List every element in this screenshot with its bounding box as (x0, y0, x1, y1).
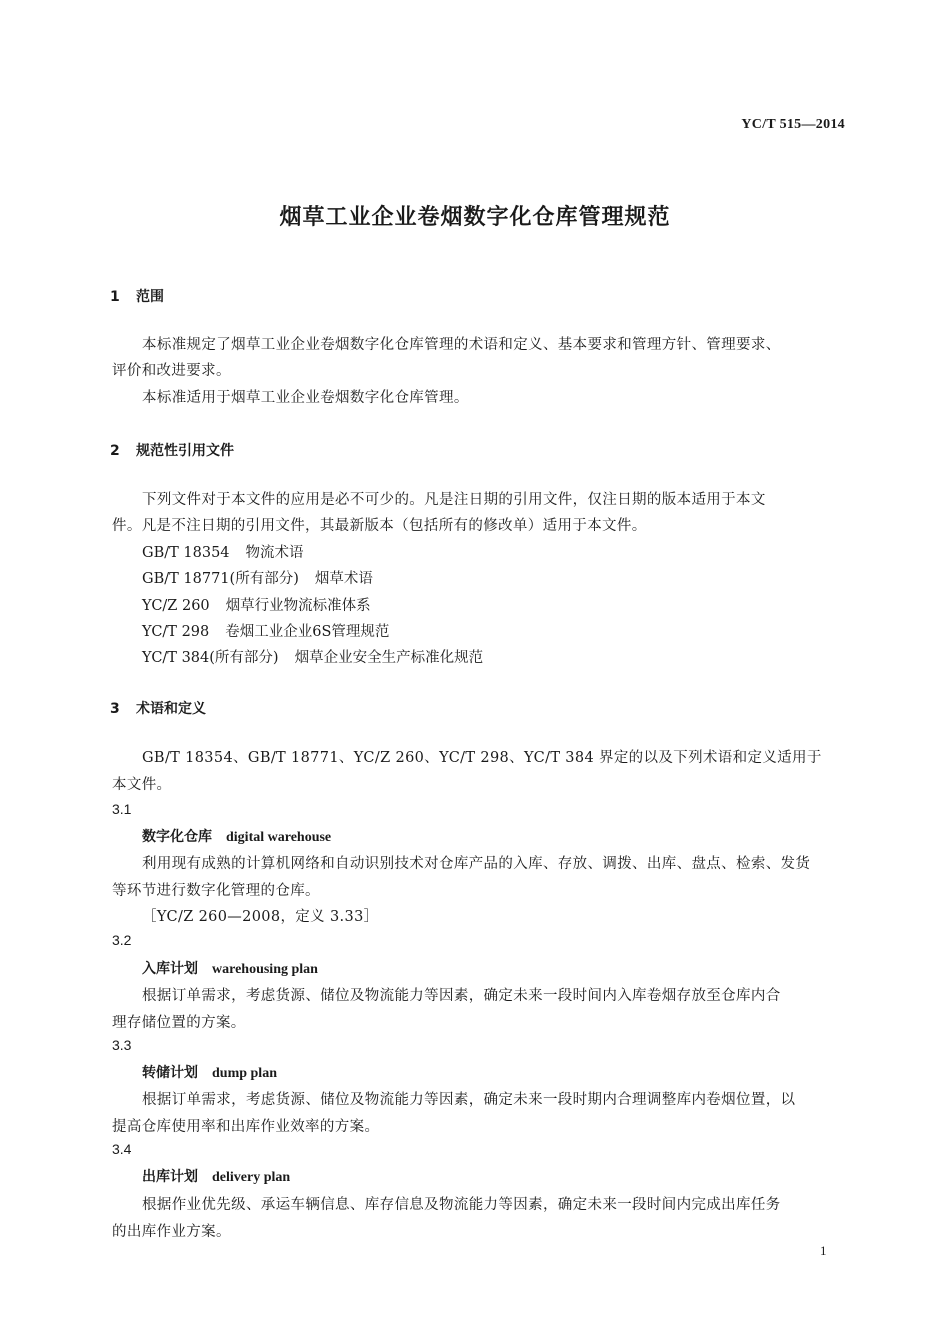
term-definition-line: 等环节进行数字化管理的仓库。 (112, 883, 320, 899)
reference-item (142, 567, 373, 588)
reference-name: 烟草术语 (314, 571, 373, 587)
term-definition-line: 理存储位置的方案。 (112, 1015, 246, 1031)
section-1-heading (110, 286, 164, 306)
term-definition-line: 提高仓库使用率和出库作业效率的方案。 (112, 1119, 380, 1135)
term-number: 3.4 (112, 1141, 132, 1157)
term-source-note: ［YC/Z 260—2008，定义 3.33］ (142, 909, 379, 925)
term-heading (142, 1166, 290, 1186)
reference-code: YC/Z 260 (142, 598, 210, 614)
term-en: warehousing plan (212, 962, 318, 977)
term-definition-line: 根据作业优先级、承运车辆信息、库存信息及物流能力等因素，确定未来一段时间内完成出库任务 (142, 1197, 781, 1213)
section-3-paragraph-line: 本文件。 (112, 777, 172, 793)
term-number: 3.2 (112, 932, 132, 948)
section-3-heading (110, 698, 206, 718)
reference-name: 烟草企业安全生产标准化规范 (294, 650, 484, 666)
term-zh: 入库计划 (142, 961, 198, 977)
section-3-paragraph-line: GB/T 18354、GB/T 18771、YC/Z 260、YC/T 298、YC/T 384 界定的以及下列术语和定义适用于 (142, 750, 822, 766)
page-number: 1 (820, 1243, 827, 1258)
term-number: 3.1 (112, 801, 132, 817)
section-number: 2 (110, 443, 120, 459)
term-zh: 数字化仓库 (142, 829, 212, 845)
section-title: 规范性引用文件 (136, 443, 234, 459)
term-definition-line: 的出库作业方案。 (112, 1224, 231, 1240)
term-en: delivery plan (212, 1170, 291, 1185)
section-number: 1 (110, 289, 120, 305)
term-definition-line: 根据订单需求，考虑货源、储位及物流能力等因素，确定未来一段时期内合理调整库内卷烟位置，以 (142, 1092, 796, 1108)
reference-name: 物流术语 (245, 545, 304, 561)
section-2-paragraph-line: 下列文件对于本文件的应用是必不可少的。凡是注日期的引用文件，仅注日期的版本适用于本文 (142, 492, 766, 508)
reference-item (142, 594, 371, 615)
reference-name: 卷烟工业企业6S管理规范 (225, 624, 390, 640)
reference-item (142, 620, 389, 641)
standard-code: YC/T 515—2014 (741, 117, 845, 132)
term-en: dump plan (212, 1066, 277, 1081)
reference-code: YC/T 384(所有部分) (142, 650, 279, 666)
term-heading (142, 958, 318, 978)
term-zh: 出库计划 (142, 1169, 198, 1185)
reference-code: GB/T 18771(所有部分) (142, 571, 299, 587)
term-definition-line: 利用现有成熟的计算机网络和自动识别技术对仓库产品的入库、存放、调拨、出库、盘点、检索、发货 (142, 856, 811, 872)
term-number: 3.3 (112, 1037, 132, 1053)
term-zh: 转储计划 (142, 1065, 198, 1081)
section-title: 范围 (136, 289, 164, 305)
section-1-paragraph-line: 本标准规定了烟草工业企业卷烟数字化仓库管理的术语和定义、基本要求和管理方针、管理要求、 (142, 337, 781, 353)
reference-code: GB/T 18354 (142, 545, 230, 561)
reference-code: YC/T 298 (142, 624, 210, 640)
section-number: 3 (110, 701, 120, 717)
section-2-heading (110, 440, 234, 460)
reference-name: 烟草行业物流标准体系 (225, 598, 371, 614)
term-heading (142, 1062, 277, 1082)
document-title: 烟草工业企业卷烟数字化仓库管理规范 (279, 205, 671, 230)
section-title: 术语和定义 (136, 701, 206, 717)
section-1-paragraph-line: 评价和改进要求。 (112, 363, 231, 379)
reference-item (142, 646, 483, 667)
term-definition-line: 根据订单需求，考虑货源、储位及物流能力等因素，确定未来一段时间内入库卷烟存放至仓库内合 (142, 988, 781, 1004)
term-heading (142, 826, 331, 846)
section-1-paragraph: 本标准适用于烟草工业企业卷烟数字化仓库管理。 (142, 390, 469, 406)
section-2-paragraph-line: 件。凡是不注日期的引用文件，其最新版本（包括所有的修改单）适用于本文件。 (112, 518, 647, 534)
reference-item (142, 541, 304, 562)
term-en: digital warehouse (226, 830, 332, 845)
